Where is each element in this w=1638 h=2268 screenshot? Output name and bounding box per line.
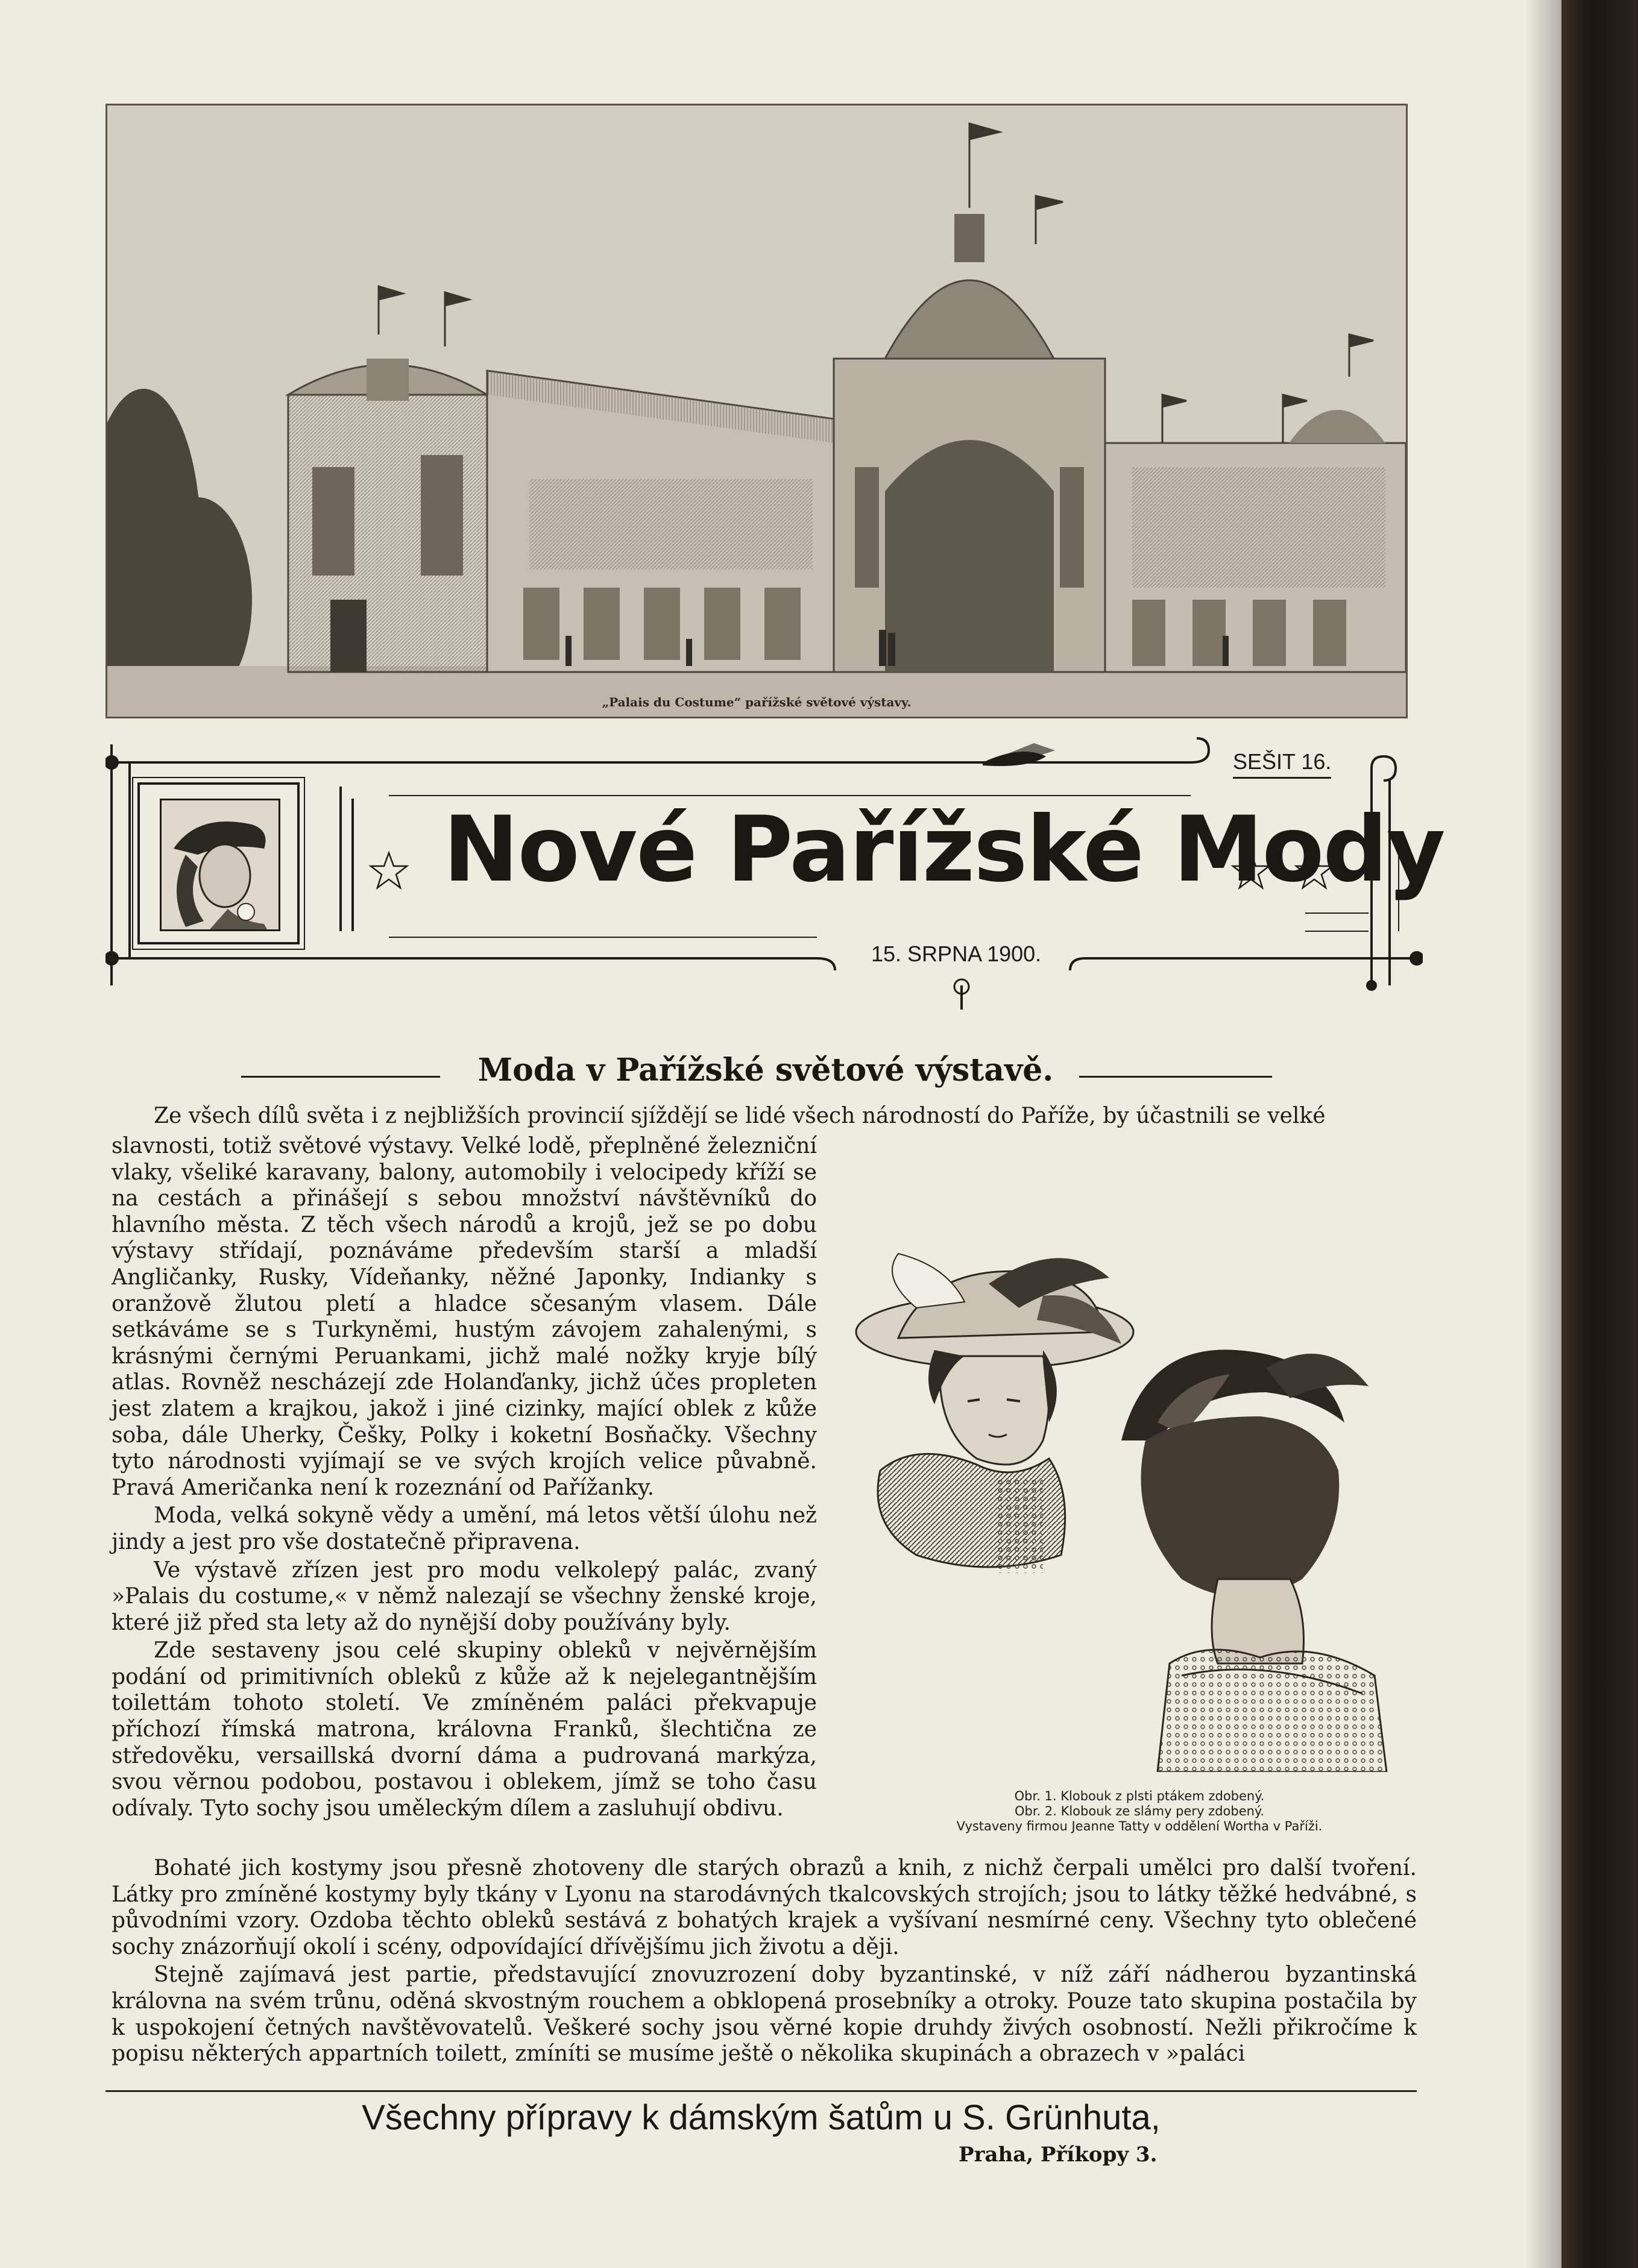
book-binding-edge [1561, 0, 1638, 2268]
page-edge-shadow [1525, 0, 1561, 2268]
woman-portrait-vignette [160, 799, 280, 931]
paragraph-3: Ve výstavě zřízen jest pro modu velkolepý palác, zvaný »Palais du costume,« v němž nalezají se všechny ženské kroje, které již před sta lety až do nynější doby používány byly. [112, 1557, 817, 1635]
figure-caption [856, 1789, 1423, 1834]
footer-rule [106, 2090, 1417, 2092]
figure-caption-3: Vystaveny firmou Jeanne Tatty v oddělení Wortha v Paříži. [956, 1819, 1323, 1833]
issue-date: 15. SRPNA 1900. [871, 941, 1042, 966]
article-headline [229, 1052, 1302, 1094]
paragraph-2: Moda, velká sokyně vědy a umění, má letos větší úlohu než jindy a jest pro vše dostatečně připravena. [112, 1503, 817, 1554]
issue-number: SEŠIT 16. [1233, 749, 1331, 779]
headline-rule-right [1079, 1076, 1272, 1078]
paragraph-1: slavnosti, totiž světové výstavy. Velké lodě, přeplněné železniční vlaky, všeliké karavany, balony, automobily i velocipedy kříží se na cestách a přinášejí s sebou množství návštěvníků do hlavního města. Z těch všech národů a krojů, jež se po dobu výstavy střídají, poznáváme především starší a mladší Angličanky, Rusky, Vídeňanky, něžné Japonky, Indianky s oranžově žlutou pletí a hladce sčesaným vlasem. Dále setkáváme se s Turkyněmi, hustým závojem zahalenými, s krásnými černými Peruankami, jichž malé nožky kryje bílý atlas. Rovněž nescházejí zde Holanďanky, jichž účes propleten jest zlatem a krajkou, jakož i jiné cizinky, mající oblek z kůže soba, dále Uherky, Češky, Polky i koketní Bosňačky. Všechny tyto národnosti vyjímají se ve svých krojích velice půvabně. Pravá Američanka není k rozeznání od Pařížanky. [112, 1134, 817, 1500]
palais-engraving [107, 105, 1406, 717]
footer-advert: Všechny přípravy k dámským šatům u S. Grünhuta, [362, 2098, 1161, 2137]
paragraph-5: Bohaté jich kostymy jsou přesně zhotoveny dle starých obrazů a knih, z nichž čerpali umělci pro další tvoření. Látky pro zmíněné kostymy byly tkány v Lyonu na starodávných tkalcovských strojích; jsou to látky těžké hedvábné, s původními vzory. Ozdoba těchto obleků sestává z bohatých krajek a vyšívaní nesmírné ceny. Všechny tyto oblečené sochy znázorňují okolí i scény, odpovídající dřívějšímu jich životu a ději. [112, 1856, 1417, 1959]
magazine-title: Nové Pařížské Mody [443, 797, 1444, 902]
figure-caption-2: Obr. 2. Klobouk ze slámy pery zdobený. [1014, 1804, 1265, 1818]
paragraph-6: Stejně zajímavá jest partie, představující znovuzrození doby byzantinské, v níž září nádherou byzantinská královna na svém trůnu, oděná skvostným rouchem a obklopená prosebníky a otroky. Pouze tato skupina postačila by k uspokojení četných navštěvovatelů. Veškeré sochy jsou věrné kopie druhdy živých osobností. Nežli přikročíme k popisu některých appartních toilett, zmíníti se musíme ještě o několika skupinách a obrazech v »paláci [112, 1962, 1417, 2067]
article-column-left [112, 1133, 817, 1823]
palais-illustration [106, 104, 1408, 718]
headline-text: Moda v Pařížské světové výstavě. [477, 1052, 1054, 1088]
paragraph-4: Zde sestaveny jsou celé skupiny obleků v nejvěrnějším podání od primitivních obleků z kůže až k nejelegantnějším toilettám tohoto století. Ve zmíněném paláci překvapuje příchozí římská matrona, královna Franků, šlechtična ze středověku, versaillská dvorní dáma a pudrovaná markýza, svou věrnou podobou, postavou i oblekem, jímž se toho času odívaly. Tyto sochy jsou uměleckým dílem a zasluhují obdivu. [112, 1638, 817, 1821]
figure-caption-1: Obr. 1. Klobouk z plsti ptákem zdobený. [1014, 1789, 1265, 1803]
headline-rule-left [241, 1076, 440, 1078]
masthead [106, 732, 1444, 1016]
footer-address: Praha, Příkopy 3. [959, 2143, 1158, 2167]
hero-caption: „Palais du Costume“ pařížské světové výstavy. [602, 695, 912, 709]
hats-illustration [844, 1242, 1399, 1772]
hats-engraving [844, 1242, 1399, 1772]
paragraph-1-first-line: Ze všech dílů světa i z nejbližších provincií sjíždějí se lidé všech národností do Paříže, by účastnili se velké [154, 1104, 1326, 1128]
article-column-full [112, 1855, 1417, 2069]
